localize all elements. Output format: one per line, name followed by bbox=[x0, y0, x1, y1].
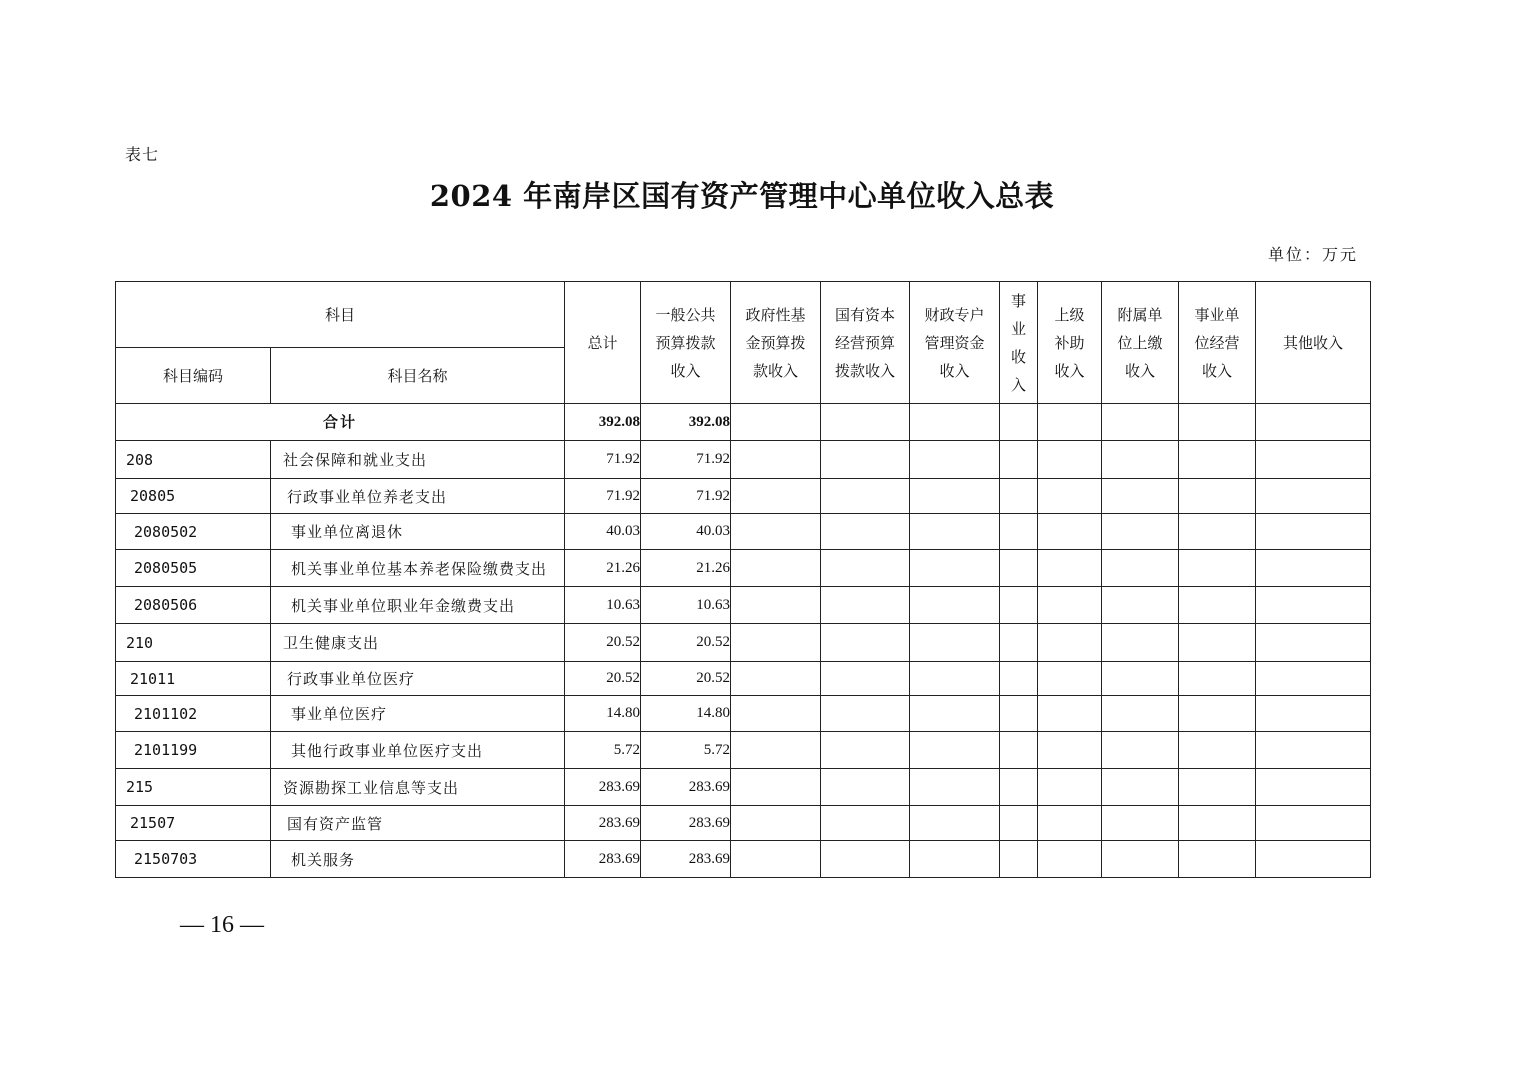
table-row bbox=[116, 806, 1371, 841]
empty-cell bbox=[1102, 769, 1179, 806]
empty-cell bbox=[1256, 841, 1371, 878]
empty-cell bbox=[910, 514, 1000, 550]
empty-cell bbox=[731, 732, 821, 769]
empty-cell bbox=[1102, 841, 1179, 878]
empty-cell bbox=[1000, 479, 1038, 514]
empty-cell bbox=[910, 624, 1000, 662]
empty-cell bbox=[1038, 441, 1102, 479]
empty-cell bbox=[1000, 514, 1038, 550]
header-general-budget: 一般公共 预算拨款 收入 bbox=[641, 282, 731, 404]
row-general-budget: 10.63 bbox=[641, 587, 731, 624]
empty-cell bbox=[1038, 696, 1102, 732]
empty-cell bbox=[1102, 479, 1179, 514]
table-label: 表七 bbox=[125, 145, 160, 164]
row-total: 5.72 bbox=[565, 732, 641, 769]
subject-code: 208 bbox=[116, 441, 271, 479]
empty-cell bbox=[1038, 587, 1102, 624]
empty-cell bbox=[1256, 514, 1371, 550]
subject-code: 215 bbox=[116, 769, 271, 806]
header-total: 总计 bbox=[565, 282, 641, 404]
empty-cell bbox=[731, 514, 821, 550]
header-higher-subsidy: 上级 补助 收入 bbox=[1038, 282, 1102, 404]
empty-cell bbox=[1102, 806, 1179, 841]
row-general-budget: 283.69 bbox=[641, 769, 731, 806]
empty-cell bbox=[910, 806, 1000, 841]
row-general-budget: 283.69 bbox=[641, 841, 731, 878]
income-summary-table bbox=[115, 281, 1371, 878]
empty-cell bbox=[821, 806, 910, 841]
row-general-budget: 5.72 bbox=[641, 732, 731, 769]
subject-name: 事业单位医疗 bbox=[271, 696, 565, 732]
header-subject-name: 科目名称 bbox=[271, 348, 565, 404]
empty-cell bbox=[1038, 732, 1102, 769]
empty-cell bbox=[1102, 514, 1179, 550]
table-row bbox=[116, 441, 1371, 479]
empty-cell bbox=[910, 696, 1000, 732]
row-total: 20.52 bbox=[565, 662, 641, 696]
total-row bbox=[116, 404, 1371, 441]
empty-cell bbox=[1102, 550, 1179, 587]
table-row bbox=[116, 732, 1371, 769]
empty-cell bbox=[910, 441, 1000, 479]
empty-cell bbox=[1179, 841, 1256, 878]
empty-cell bbox=[910, 732, 1000, 769]
empty-cell bbox=[1256, 441, 1371, 479]
empty-cell bbox=[1000, 662, 1038, 696]
row-total: 21.26 bbox=[565, 550, 641, 587]
subject-name: 行政事业单位医疗 bbox=[271, 662, 565, 696]
subject-name: 事业单位离退休 bbox=[271, 514, 565, 550]
subject-name: 行政事业单位养老支出 bbox=[271, 479, 565, 514]
table-row bbox=[116, 479, 1371, 514]
empty-cell bbox=[821, 662, 910, 696]
row-total: 40.03 bbox=[565, 514, 641, 550]
empty-cell bbox=[731, 769, 821, 806]
subject-name: 国有资产监管 bbox=[271, 806, 565, 841]
header-subject: 科目 bbox=[116, 282, 565, 348]
empty-cell bbox=[1000, 550, 1038, 587]
subject-name: 资源勘探工业信息等支出 bbox=[271, 769, 565, 806]
empty-cell bbox=[821, 624, 910, 662]
empty-cell bbox=[910, 479, 1000, 514]
empty-cell bbox=[1179, 696, 1256, 732]
subject-code: 2101199 bbox=[116, 732, 271, 769]
empty-cell bbox=[731, 587, 821, 624]
empty-cell bbox=[1256, 479, 1371, 514]
empty-cell bbox=[1102, 441, 1179, 479]
subject-code: 21507 bbox=[116, 806, 271, 841]
table-row bbox=[116, 587, 1371, 624]
empty-cell bbox=[1256, 769, 1371, 806]
header-special-account: 财政专户 管理资金 收入 bbox=[910, 282, 1000, 404]
table-row bbox=[116, 550, 1371, 587]
header-other-income: 其他收入 bbox=[1256, 282, 1371, 404]
empty-cell bbox=[1000, 732, 1038, 769]
header-gov-fund: 政府性基 金预算拨 款收入 bbox=[731, 282, 821, 404]
empty-cell bbox=[1038, 479, 1102, 514]
empty-cell bbox=[910, 841, 1000, 878]
empty-cell bbox=[1179, 769, 1256, 806]
row-general-budget: 21.26 bbox=[641, 550, 731, 587]
total-general-budget: 392.08 bbox=[641, 404, 731, 441]
empty-cell bbox=[1000, 624, 1038, 662]
empty-cell bbox=[910, 769, 1000, 806]
header-subject-code: 科目编码 bbox=[116, 348, 271, 404]
empty-cell bbox=[1000, 806, 1038, 841]
empty-cell bbox=[731, 479, 821, 514]
empty-cell bbox=[731, 624, 821, 662]
empty-cell bbox=[1179, 441, 1256, 479]
empty-cell bbox=[731, 841, 821, 878]
empty-cell bbox=[1256, 550, 1371, 587]
subject-code: 210 bbox=[116, 624, 271, 662]
unit-label: 单位：万元 bbox=[1268, 245, 1359, 264]
empty-cell bbox=[1000, 769, 1038, 806]
subject-code: 2101102 bbox=[116, 696, 271, 732]
empty-cell bbox=[1038, 662, 1102, 696]
row-general-budget: 283.69 bbox=[641, 806, 731, 841]
empty-cell bbox=[821, 550, 910, 587]
header-affiliated-turnover: 附属单 位上缴 收入 bbox=[1102, 282, 1179, 404]
empty-cell bbox=[1179, 479, 1256, 514]
empty-cell bbox=[1038, 550, 1102, 587]
empty-cell bbox=[821, 587, 910, 624]
page-number: — 16 — bbox=[180, 912, 264, 938]
subject-name: 其他行政事业单位医疗支出 bbox=[271, 732, 565, 769]
row-general-budget: 20.52 bbox=[641, 662, 731, 696]
subject-code: 2080506 bbox=[116, 587, 271, 624]
empty-cell bbox=[821, 441, 910, 479]
row-general-budget: 20.52 bbox=[641, 624, 731, 662]
empty-cell bbox=[1179, 514, 1256, 550]
subject-code: 2080502 bbox=[116, 514, 271, 550]
empty-cell bbox=[1179, 806, 1256, 841]
row-general-budget: 40.03 bbox=[641, 514, 731, 550]
subject-code: 21011 bbox=[116, 662, 271, 696]
empty-cell bbox=[731, 550, 821, 587]
row-general-budget: 71.92 bbox=[641, 479, 731, 514]
subject-name: 机关事业单位基本养老保险缴费支出 bbox=[271, 550, 565, 587]
empty-cell bbox=[731, 662, 821, 696]
empty-cell bbox=[1256, 696, 1371, 732]
table-row bbox=[116, 841, 1371, 878]
empty-cell bbox=[821, 696, 910, 732]
page-title: 2024 年南岸区国有资产管理中心单位收入总表 bbox=[429, 179, 1055, 213]
empty-cell bbox=[910, 587, 1000, 624]
empty-cell bbox=[1038, 841, 1102, 878]
row-total: 71.92 bbox=[565, 441, 641, 479]
subject-code: 2080505 bbox=[116, 550, 271, 587]
empty-cell bbox=[731, 696, 821, 732]
header-state-capital: 国有资本 经营预算 拨款收入 bbox=[821, 282, 910, 404]
empty-cell bbox=[1179, 662, 1256, 696]
empty-cell bbox=[1038, 514, 1102, 550]
empty-cell bbox=[1179, 732, 1256, 769]
empty-cell bbox=[821, 769, 910, 806]
empty-cell bbox=[1256, 587, 1371, 624]
empty-cell bbox=[1256, 806, 1371, 841]
table-row bbox=[116, 624, 1371, 662]
row-total: 283.69 bbox=[565, 769, 641, 806]
row-general-budget: 71.92 bbox=[641, 441, 731, 479]
header-business-income: 事 业 收 入 bbox=[1000, 282, 1038, 404]
empty-cell bbox=[821, 514, 910, 550]
table-row bbox=[116, 769, 1371, 806]
table-row bbox=[116, 514, 1371, 550]
row-total: 71.92 bbox=[565, 479, 641, 514]
header-operating-income: 事业单 位经营 收入 bbox=[1179, 282, 1256, 404]
total-sum: 392.08 bbox=[565, 404, 641, 441]
row-total: 10.63 bbox=[565, 587, 641, 624]
empty-cell bbox=[1000, 587, 1038, 624]
empty-cell bbox=[1179, 550, 1256, 587]
subject-name: 卫生健康支出 bbox=[271, 624, 565, 662]
empty-cell bbox=[1038, 769, 1102, 806]
empty-cell bbox=[1256, 732, 1371, 769]
row-total: 20.52 bbox=[565, 624, 641, 662]
empty-cell bbox=[910, 662, 1000, 696]
row-general-budget: 14.80 bbox=[641, 696, 731, 732]
row-total: 283.69 bbox=[565, 806, 641, 841]
empty-cell bbox=[1102, 587, 1179, 624]
table-row bbox=[116, 696, 1371, 732]
empty-cell bbox=[1000, 841, 1038, 878]
total-label: 合计 bbox=[116, 404, 565, 441]
empty-cell bbox=[1256, 624, 1371, 662]
empty-cell bbox=[821, 479, 910, 514]
empty-cell bbox=[1000, 696, 1038, 732]
row-total: 14.80 bbox=[565, 696, 641, 732]
empty-cell bbox=[1179, 587, 1256, 624]
empty-cell bbox=[1179, 624, 1256, 662]
subject-code: 2150703 bbox=[116, 841, 271, 878]
row-total: 283.69 bbox=[565, 841, 641, 878]
subject-name: 社会保障和就业支出 bbox=[271, 441, 565, 479]
subject-name: 机关服务 bbox=[271, 841, 565, 878]
empty-cell bbox=[1102, 662, 1179, 696]
empty-cell bbox=[821, 841, 910, 878]
empty-cell bbox=[1102, 624, 1179, 662]
empty-cell bbox=[731, 441, 821, 479]
empty-cell bbox=[1102, 696, 1179, 732]
subject-code: 20805 bbox=[116, 479, 271, 514]
empty-cell bbox=[1102, 732, 1179, 769]
empty-cell bbox=[731, 806, 821, 841]
table-row bbox=[116, 662, 1371, 696]
empty-cell bbox=[1256, 662, 1371, 696]
empty-cell bbox=[1038, 806, 1102, 841]
empty-cell bbox=[1000, 441, 1038, 479]
subject-name: 机关事业单位职业年金缴费支出 bbox=[271, 587, 565, 624]
empty-cell bbox=[821, 732, 910, 769]
empty-cell bbox=[1038, 624, 1102, 662]
empty-cell bbox=[910, 550, 1000, 587]
